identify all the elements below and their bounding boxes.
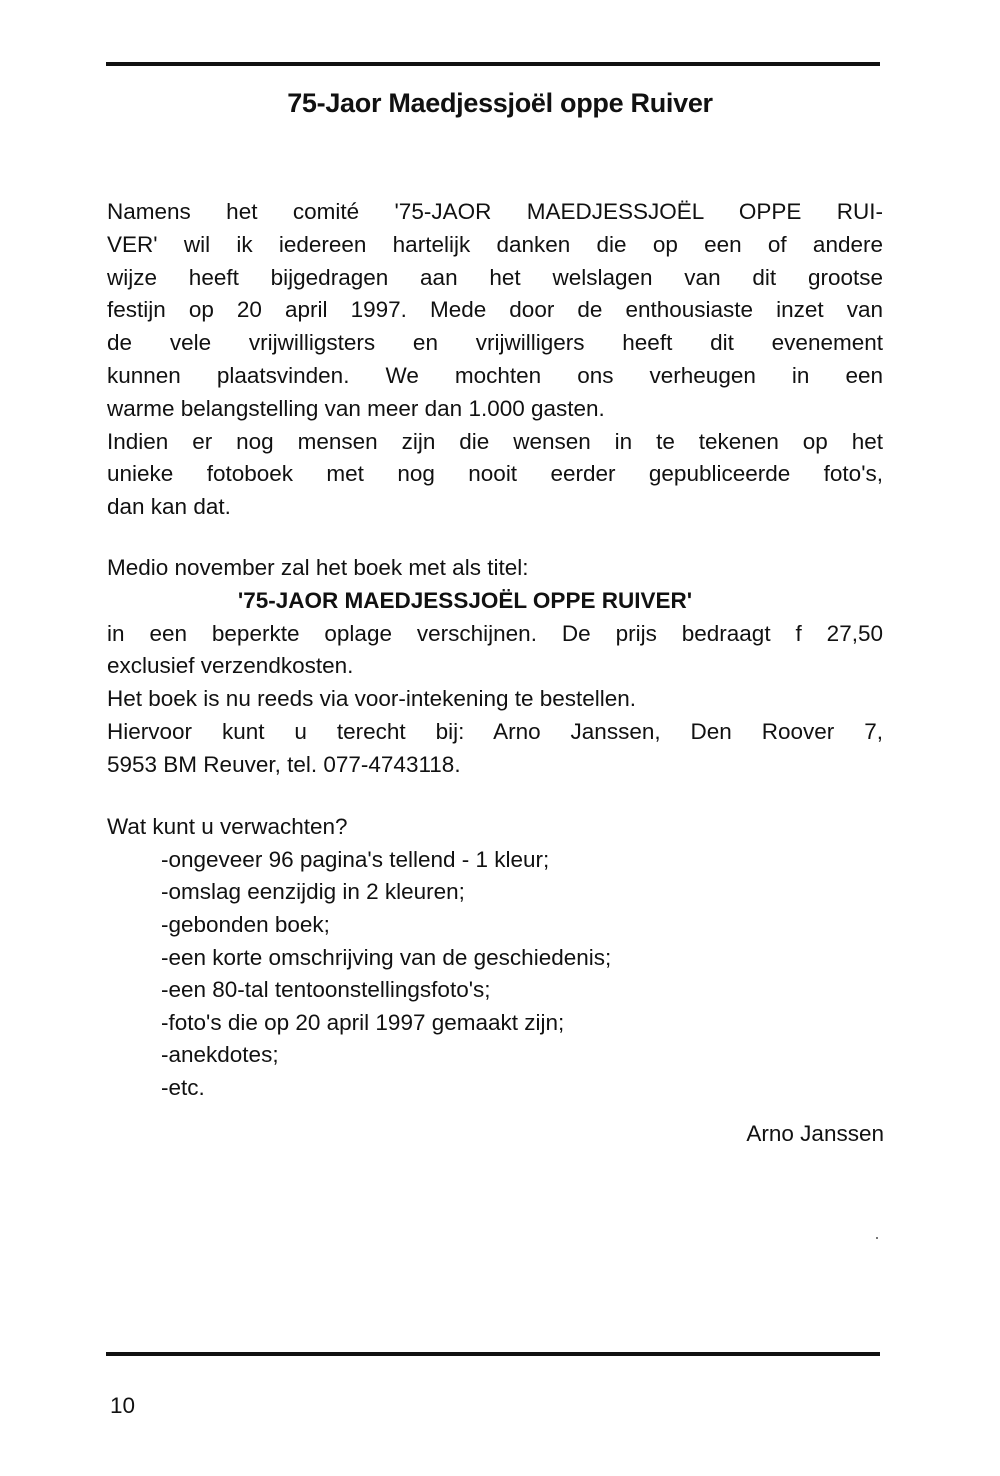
expectations-section <box>107 811 883 1105</box>
paragraph-line: wijze heeft bijgedragen aan het welslagen van dit grootse <box>107 264 883 290</box>
page-title: 75-Jaor Maedjessjoël oppe Ruiver <box>287 88 713 118</box>
paragraph-line: festijn op 20 april 1997. Mede door de enthousiaste inzet van <box>107 297 883 323</box>
book-announcement <box>107 552 883 782</box>
bottom-rule <box>106 1352 880 1356</box>
signature: Arno Janssen <box>746 1121 884 1146</box>
announcement-intro: Medio november zal het boek met als titel: <box>107 555 529 580</box>
list-item: -gebonden boek; <box>161 911 330 937</box>
expectations-heading: Wat kunt u verwachten? <box>107 814 348 839</box>
thanks-paragraph <box>107 196 883 524</box>
list-item: -foto's die op 20 april 1997 gemaakt zijn; <box>161 1009 565 1035</box>
paragraph-line: dan kan dat. <box>107 494 231 520</box>
announcement-line: in een beperkte oplage verschijnen. De prijs bedraagt f 27,50 <box>107 620 883 646</box>
list-item: -etc. <box>161 1074 205 1100</box>
page-number: 10 <box>110 1393 136 1418</box>
announcement-line: 5953 BM Reuver, tel. 077-4743118. <box>107 751 461 777</box>
scan-speck <box>876 1237 878 1239</box>
list-item: -ongeveer 96 pagina's tellend - 1 kleur; <box>161 846 550 872</box>
list-item: -een 80-tal tentoonstellingsfoto's; <box>161 977 491 1003</box>
list-item: -een korte omschrijving van de geschiedenis; <box>161 944 612 970</box>
paragraph-line: de vele vrijwilligsters en vrijwilligers heeft dit evenement <box>107 330 883 356</box>
announcement-line: Hiervoor kunt u terecht bij: Arno Janssen, Den Roover 7, <box>107 718 883 744</box>
announcement-line: exclusief verzendkosten. <box>107 653 354 679</box>
paragraph-line: warme belangstelling van meer dan 1.000 gasten. <box>107 395 605 421</box>
paragraph-line: kunnen plaatsvinden. We mochten ons verheugen in een <box>107 362 883 388</box>
paragraph-line: VER' wil ik iedereen hartelijk danken die op een of andere <box>107 231 883 257</box>
list-item: -anekdotes; <box>161 1042 279 1068</box>
list-item: -omslag eenzijdig in 2 kleuren; <box>161 879 465 905</box>
paragraph-line: unieke fotoboek met nog nooit eerder gepubliceerde foto's, <box>107 461 883 487</box>
announcement-line: Het boek is nu reeds via voor-intekening te bestellen. <box>107 686 637 712</box>
paragraph-line: Namens het comité '75-JAOR MAEDJESSJOËL OPPE RUI- <box>107 199 883 224</box>
expectations-list <box>107 844 883 1105</box>
top-rule <box>106 62 880 66</box>
paragraph-line: Indien er nog mensen zijn die wensen in te tekenen op het <box>107 428 883 454</box>
book-title: '75-JAOR MAEDJESSJOËL OPPE RUIVER' <box>237 587 693 613</box>
